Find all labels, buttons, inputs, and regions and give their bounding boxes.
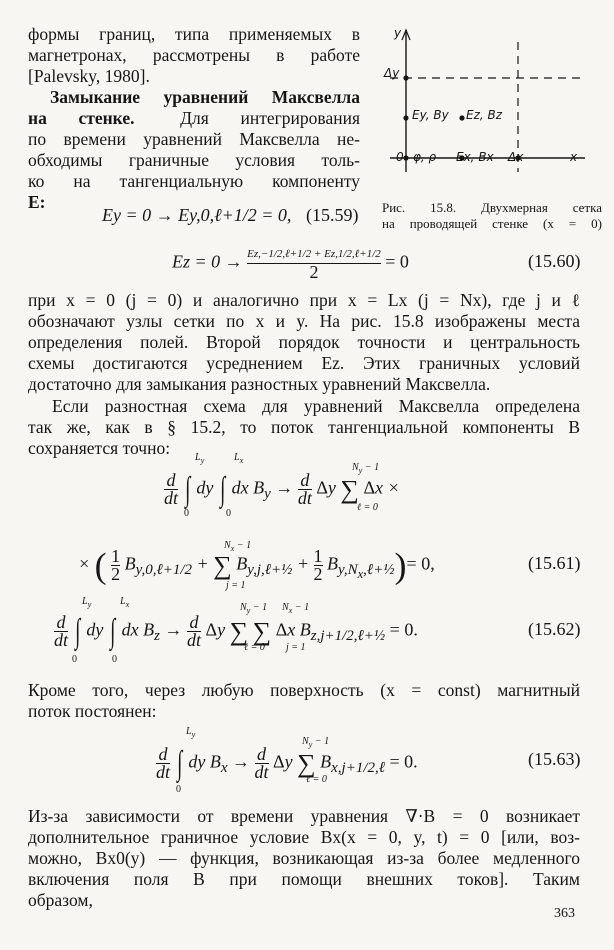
integral-sign: ∫ bbox=[219, 470, 226, 508]
text-line: магнетронах, рассмотрены в работе bbox=[28, 45, 360, 65]
d-dt: $\frac{d}{dt}$ bbox=[254, 744, 269, 782]
text-line: обозначают узлы сетки по x и y. На рис. 15.8 изображены места bbox=[28, 311, 580, 331]
text-line: схемы достигаются усреднением Ez. Этих граничных условий bbox=[28, 353, 580, 373]
ey-node bbox=[403, 115, 408, 120]
eq-denominator: 2 bbox=[309, 262, 319, 282]
sum-lower: ℓ = 0 bbox=[357, 502, 378, 513]
text-line: включения поля B при помощи внешних токов]. Таким bbox=[28, 869, 580, 889]
text-line: при x = 0 (j = 0) и аналогично при x = Lx (j = Nx), где j и ℓ bbox=[28, 290, 580, 310]
sum-sign: ∑ bbox=[229, 616, 249, 646]
text-line: Для интегрирования bbox=[180, 108, 360, 128]
sum-lower: j = 1 bbox=[226, 580, 246, 591]
limit-Lx: $L_x$ bbox=[234, 452, 244, 465]
text-line: Кроме того, через любую поверхность (x = const) магнитный bbox=[28, 680, 580, 700]
equation-number: (15.63) bbox=[528, 749, 581, 769]
text-line: дополнительное граничное условие Bx(x = 0, y, t) = 0 [или, воз- bbox=[28, 827, 580, 847]
text-line: Из-за зависимости от времени уравнения ∇·B = 0 возникает bbox=[28, 806, 580, 826]
text-line: определения полей. Второй порядок точности и центральность bbox=[28, 332, 580, 352]
text-line: [Palevsky, 1980]. bbox=[28, 66, 150, 86]
limit-0: 0 bbox=[176, 784, 181, 795]
equation-number: (15.60) bbox=[528, 251, 581, 271]
fig-label-dx: Δx bbox=[508, 150, 524, 164]
fig-label-ez: Ez, Bz bbox=[466, 108, 503, 122]
fig-label-ex: Ex, Bx bbox=[456, 150, 494, 164]
d-dt: $\frac{d}{dt}$ bbox=[297, 470, 312, 508]
limit-Ly: $L_y$ bbox=[186, 726, 196, 739]
limit-0: 0 bbox=[72, 654, 77, 665]
paragraph-magnetic-flux bbox=[28, 680, 580, 722]
paragraph-intro bbox=[28, 24, 360, 87]
text-line: поток постоянен: bbox=[28, 701, 157, 721]
fig-label-dy: Δy bbox=[384, 66, 400, 80]
integral-sign: ∫ bbox=[74, 612, 80, 650]
text-line: формы границ, типа применяемых в bbox=[28, 24, 360, 44]
caption-line: на проводящей стенке (x = 0) bbox=[382, 216, 602, 231]
limit-0: 0 bbox=[112, 654, 117, 665]
integral-sign: ∫ bbox=[109, 612, 116, 650]
limit-Ly: $L_y$ bbox=[82, 596, 92, 609]
text-line: по времени уравнений Максвелла не- bbox=[28, 129, 360, 149]
text-line: можно, Bx0(y) — функция, возникающая из-за более медленного bbox=[28, 848, 580, 868]
fig-label-phi: φ, ρ bbox=[413, 150, 437, 164]
grid-node bbox=[403, 75, 408, 80]
page-number: 363 bbox=[554, 906, 575, 921]
limit-0: 0 bbox=[184, 508, 189, 519]
fig-label-x: x bbox=[570, 150, 578, 164]
text-line: образом, bbox=[28, 890, 93, 910]
d-dt: $\frac{d}{dt}$ bbox=[187, 612, 202, 650]
paragraph-grid bbox=[28, 290, 580, 395]
equation-15-61-line2: × ( $\frac{1}{2}$ $B_{y,0,\ell+1/2}$ + ∑ $B_{y,j,\ell+\frac{1}{2}}$ + $\frac{1}{2}$ $B_{y,N_x,\ell+\frac{1}{2}})= 0$, bbox=[78, 545, 435, 586]
text-line: ко на тангенциальную компоненту bbox=[28, 171, 360, 191]
sum-sign: ∑ bbox=[252, 616, 272, 646]
section-heading-cont: на стенке. bbox=[28, 108, 135, 128]
paragraph-boundary bbox=[28, 87, 360, 213]
half: $\frac{1}{2}$ bbox=[313, 546, 323, 584]
equation-number: (15.62) bbox=[528, 619, 581, 639]
sum-sign: ∑ bbox=[213, 550, 232, 580]
sum-sign: ∑ bbox=[297, 748, 316, 778]
sum-lower: ℓ = 0 bbox=[306, 774, 327, 785]
section-heading: Замыкание уравнений Максвелла bbox=[50, 87, 360, 107]
sum-lower: ℓ = 0 bbox=[244, 642, 265, 653]
text-line: так же, как в § 15.2, то поток тангенциальной компоненты B bbox=[28, 417, 580, 437]
text-line: Если разностная схема для уравнений Максвелла определена bbox=[52, 396, 580, 416]
equation-15-60 bbox=[172, 246, 409, 281]
equation-number: (15.59) bbox=[306, 205, 359, 225]
d-dt: $\frac{d}{dt}$ bbox=[156, 744, 171, 782]
limit-Lx: $L_x$ bbox=[120, 596, 130, 609]
sum-upper: $N_y - 1$ bbox=[240, 602, 268, 615]
eq-rhs: = 0 bbox=[385, 251, 409, 272]
paragraph-flux bbox=[28, 396, 580, 459]
fig-label-ey: Ey, By bbox=[412, 108, 449, 122]
half: $\frac{1}{2}$ bbox=[111, 546, 121, 584]
sum-upper: $N_x - 1$ bbox=[224, 540, 252, 553]
d-dt: $\frac{d}{dt}$ bbox=[54, 612, 69, 650]
text-line: обходимы граничные условия толь- bbox=[28, 150, 360, 170]
vector-E-label: E: bbox=[28, 192, 46, 212]
equation-15-63: $\frac{d}{dt}$ ∫ dy $B_x$ → $\frac{d}{dt}$ Δy ∑ $B_{x,j+1/2,\ell} = 0$. bbox=[156, 744, 418, 782]
figure-caption bbox=[382, 200, 602, 232]
origin-node bbox=[403, 155, 408, 160]
equation-15-62: $\frac{d}{dt}$ ∫ dy ∫ dx $B_z$ → $\frac{d}{dt}$ Δy ∑ ∑ Δx $B_{z,j+1/2,\ell+\frac{1}{2}} = 0$. bbox=[54, 612, 418, 650]
text-line: достаточно для замыкания разностных уравнений Максвелла. bbox=[28, 374, 491, 394]
sum-upper: $N_y - 1$ bbox=[352, 462, 380, 475]
integral-sign: ∫ bbox=[176, 744, 182, 782]
eq-numerator: Ez,−1/2,ℓ+1/2 + Ez,1/2,ℓ+1/2 bbox=[247, 246, 381, 264]
caption-line: Рис. 15.8. Двухмерная сетка bbox=[382, 200, 602, 215]
fig-label-origin: 0 bbox=[396, 150, 404, 164]
eq-lhs: Ez = 0 → bbox=[172, 251, 243, 272]
equation-number: (15.61) bbox=[528, 553, 581, 573]
equation-15-59: Ey = 0 → Ey,0,ℓ+1/2 = 0, bbox=[102, 205, 292, 225]
fig-label-y: y bbox=[394, 26, 402, 40]
d-dt: $\frac{d}{dt}$ bbox=[164, 470, 179, 508]
paragraph-divergence bbox=[28, 806, 580, 911]
ez-node bbox=[459, 115, 464, 120]
integral-sign: ∫ bbox=[184, 470, 190, 508]
sum-lower: j = 1 bbox=[286, 642, 306, 653]
equation-15-61-line1: $\frac{d}{dt}$ ∫ dy ∫ dx $B_y$ → $\frac{d}{dt}$ Δy ∑ Δx × bbox=[164, 470, 400, 508]
sum-sign: ∑ bbox=[340, 474, 359, 504]
eq-fraction bbox=[247, 246, 381, 281]
sum-upper: $N_x - 1$ bbox=[282, 602, 310, 615]
limit-0: 0 bbox=[226, 508, 231, 519]
limit-Ly: $L_y$ bbox=[195, 452, 205, 465]
text-line: сохраняется точно: bbox=[28, 438, 171, 458]
sum-upper: $N_y - 1$ bbox=[302, 736, 330, 749]
